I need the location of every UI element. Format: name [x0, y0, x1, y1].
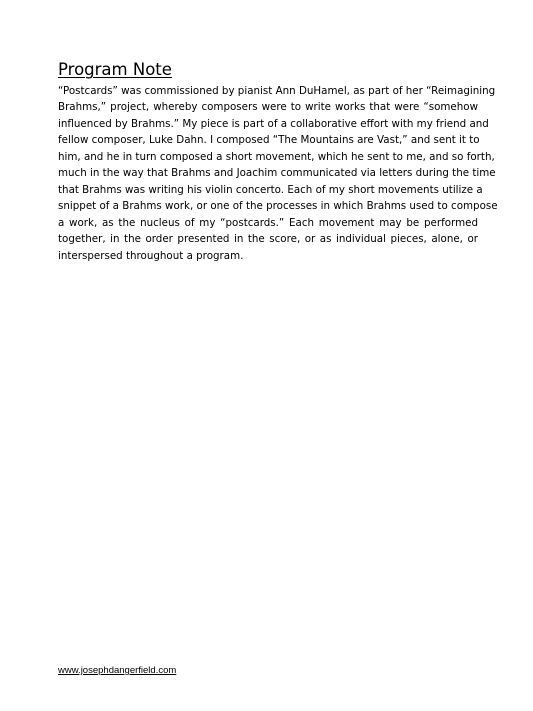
program-note-heading: Program Note [58, 60, 172, 79]
body-line: fellow composer, Luke Dahn. I composed “The Mountains are Vast,” and sent it to [58, 134, 480, 147]
program-note-body [58, 83, 498, 264]
body-line: much in the way that Brahms and Joachim communicated via letters during the time [58, 167, 496, 180]
body-line: interspersed throughout a program. [58, 249, 244, 262]
body-line: influenced by Brahms.” My piece is part of a collaborative effort with my friend and [58, 117, 489, 130]
body-line: Brahms,” project, whereby composers were to write works that were “somehow [58, 101, 478, 114]
website-link[interactable]: www.josephdangerfield.com [58, 665, 177, 676]
body-line: that Brahms was writing his violin concerto. Each of my short movements utilize a [58, 183, 483, 196]
body-line: together, in the order presented in the score, or as individual pieces, alone, or [58, 233, 478, 246]
body-line: a work, as the nucleus of my “postcards.” Each movement may be performed [58, 216, 478, 229]
body-line: “Postcards” was commissioned by pianist Ann DuHamel, as part of her “Reimagining [58, 85, 496, 97]
body-line: him, and he in turn composed a short movement, which he sent to me, and so forth, [58, 150, 495, 163]
body-line: snippet of a Brahms work, or one of the processes in which Brahms used to compose [58, 200, 498, 213]
